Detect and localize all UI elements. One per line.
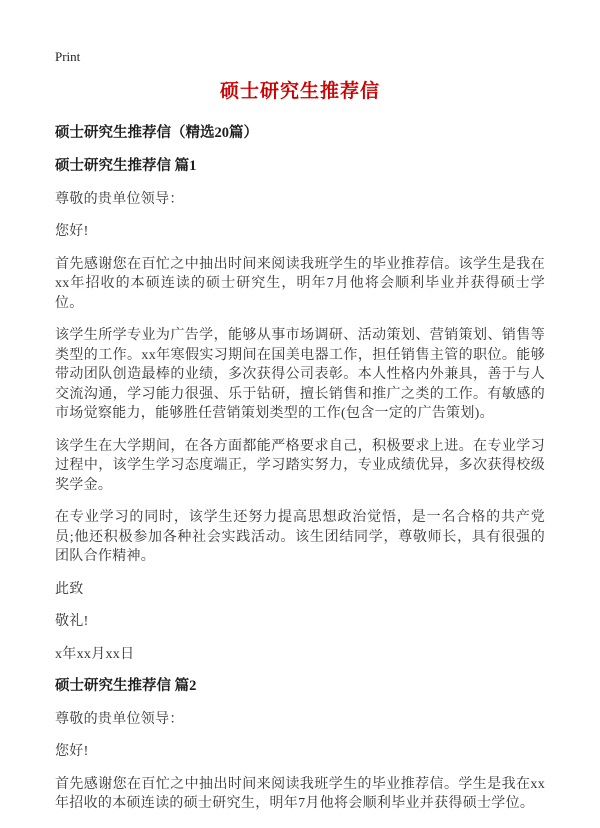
print-link[interactable]: Print <box>55 49 81 64</box>
section-2-paragraph-intro: 首先感谢您在百忙之中抽出时间来阅读我班学生的毕业推荐信。学生是我在xx年招收的本硕连读的硕士研究生，明年7月他将会顺利毕业并获得硕士学位。 <box>55 776 545 812</box>
section-1-greeting: 您好! <box>55 224 89 240</box>
page-title: 硕士研究生推荐信 <box>219 81 380 102</box>
section-1-salutation: 尊敬的贵单位领导： <box>55 191 184 207</box>
section-2-salutation: 尊敬的贵单位领导： <box>55 711 184 727</box>
section-1-heading: 硕士研究生推荐信 篇1 <box>55 158 197 175</box>
section-1-paragraph-major: 该学生所学专业为广告学，能够从事市场调研、活动策划、营销策划、销售等类型的工作。xx年寒假实习期间在国美电器工作，担任销售主管的职位。能够带动团队创造最棒的业绩，多次获得公司表彰。本人性格内外兼具，善于与人交流沟通，学习能力很强、乐于钻研，擅长销售和推广之类的工作。有敏感的市场觉察能力，能够胜任营销策划类型的工作(包含一定的广告策划)。 <box>55 328 545 422</box>
section-1-paragraph-intro: 首先感谢您在百忙之中抽出时间来阅读我班学生的毕业推荐信。该学生是我在xx年招收的本硕连读的硕士研究生，明年7月他将会顺利毕业并获得硕士学位。 <box>55 256 545 311</box>
section-2-greeting: 您好! <box>55 744 89 760</box>
section-2-heading: 硕士研究生推荐信 篇2 <box>55 678 197 695</box>
collection-heading: 硕士研究生推荐信（精选20篇） <box>55 124 258 141</box>
section-1-closing-jingli: 敬礼! <box>55 614 89 630</box>
section-1-closing-cizhi: 此致 <box>55 581 84 597</box>
section-1-date-line: x年xx月xx日 <box>55 646 135 662</box>
section-1-paragraph-politics: 在专业学习的同时，该学生还努力提高思想政治觉悟，是一名合格的共产党员;他还积极参加各种社会实践活动。该生团结同学，尊敬师长，具有很强的团队合作精神。 <box>55 510 545 565</box>
section-1-paragraph-study: 该学生在大学期间，在各方面都能严格要求自己，积极要求上进。在专业学习过程中，该学生学习态度端正，学习踏实努力，专业成绩优异，多次获得校级奖学金。 <box>55 438 545 493</box>
